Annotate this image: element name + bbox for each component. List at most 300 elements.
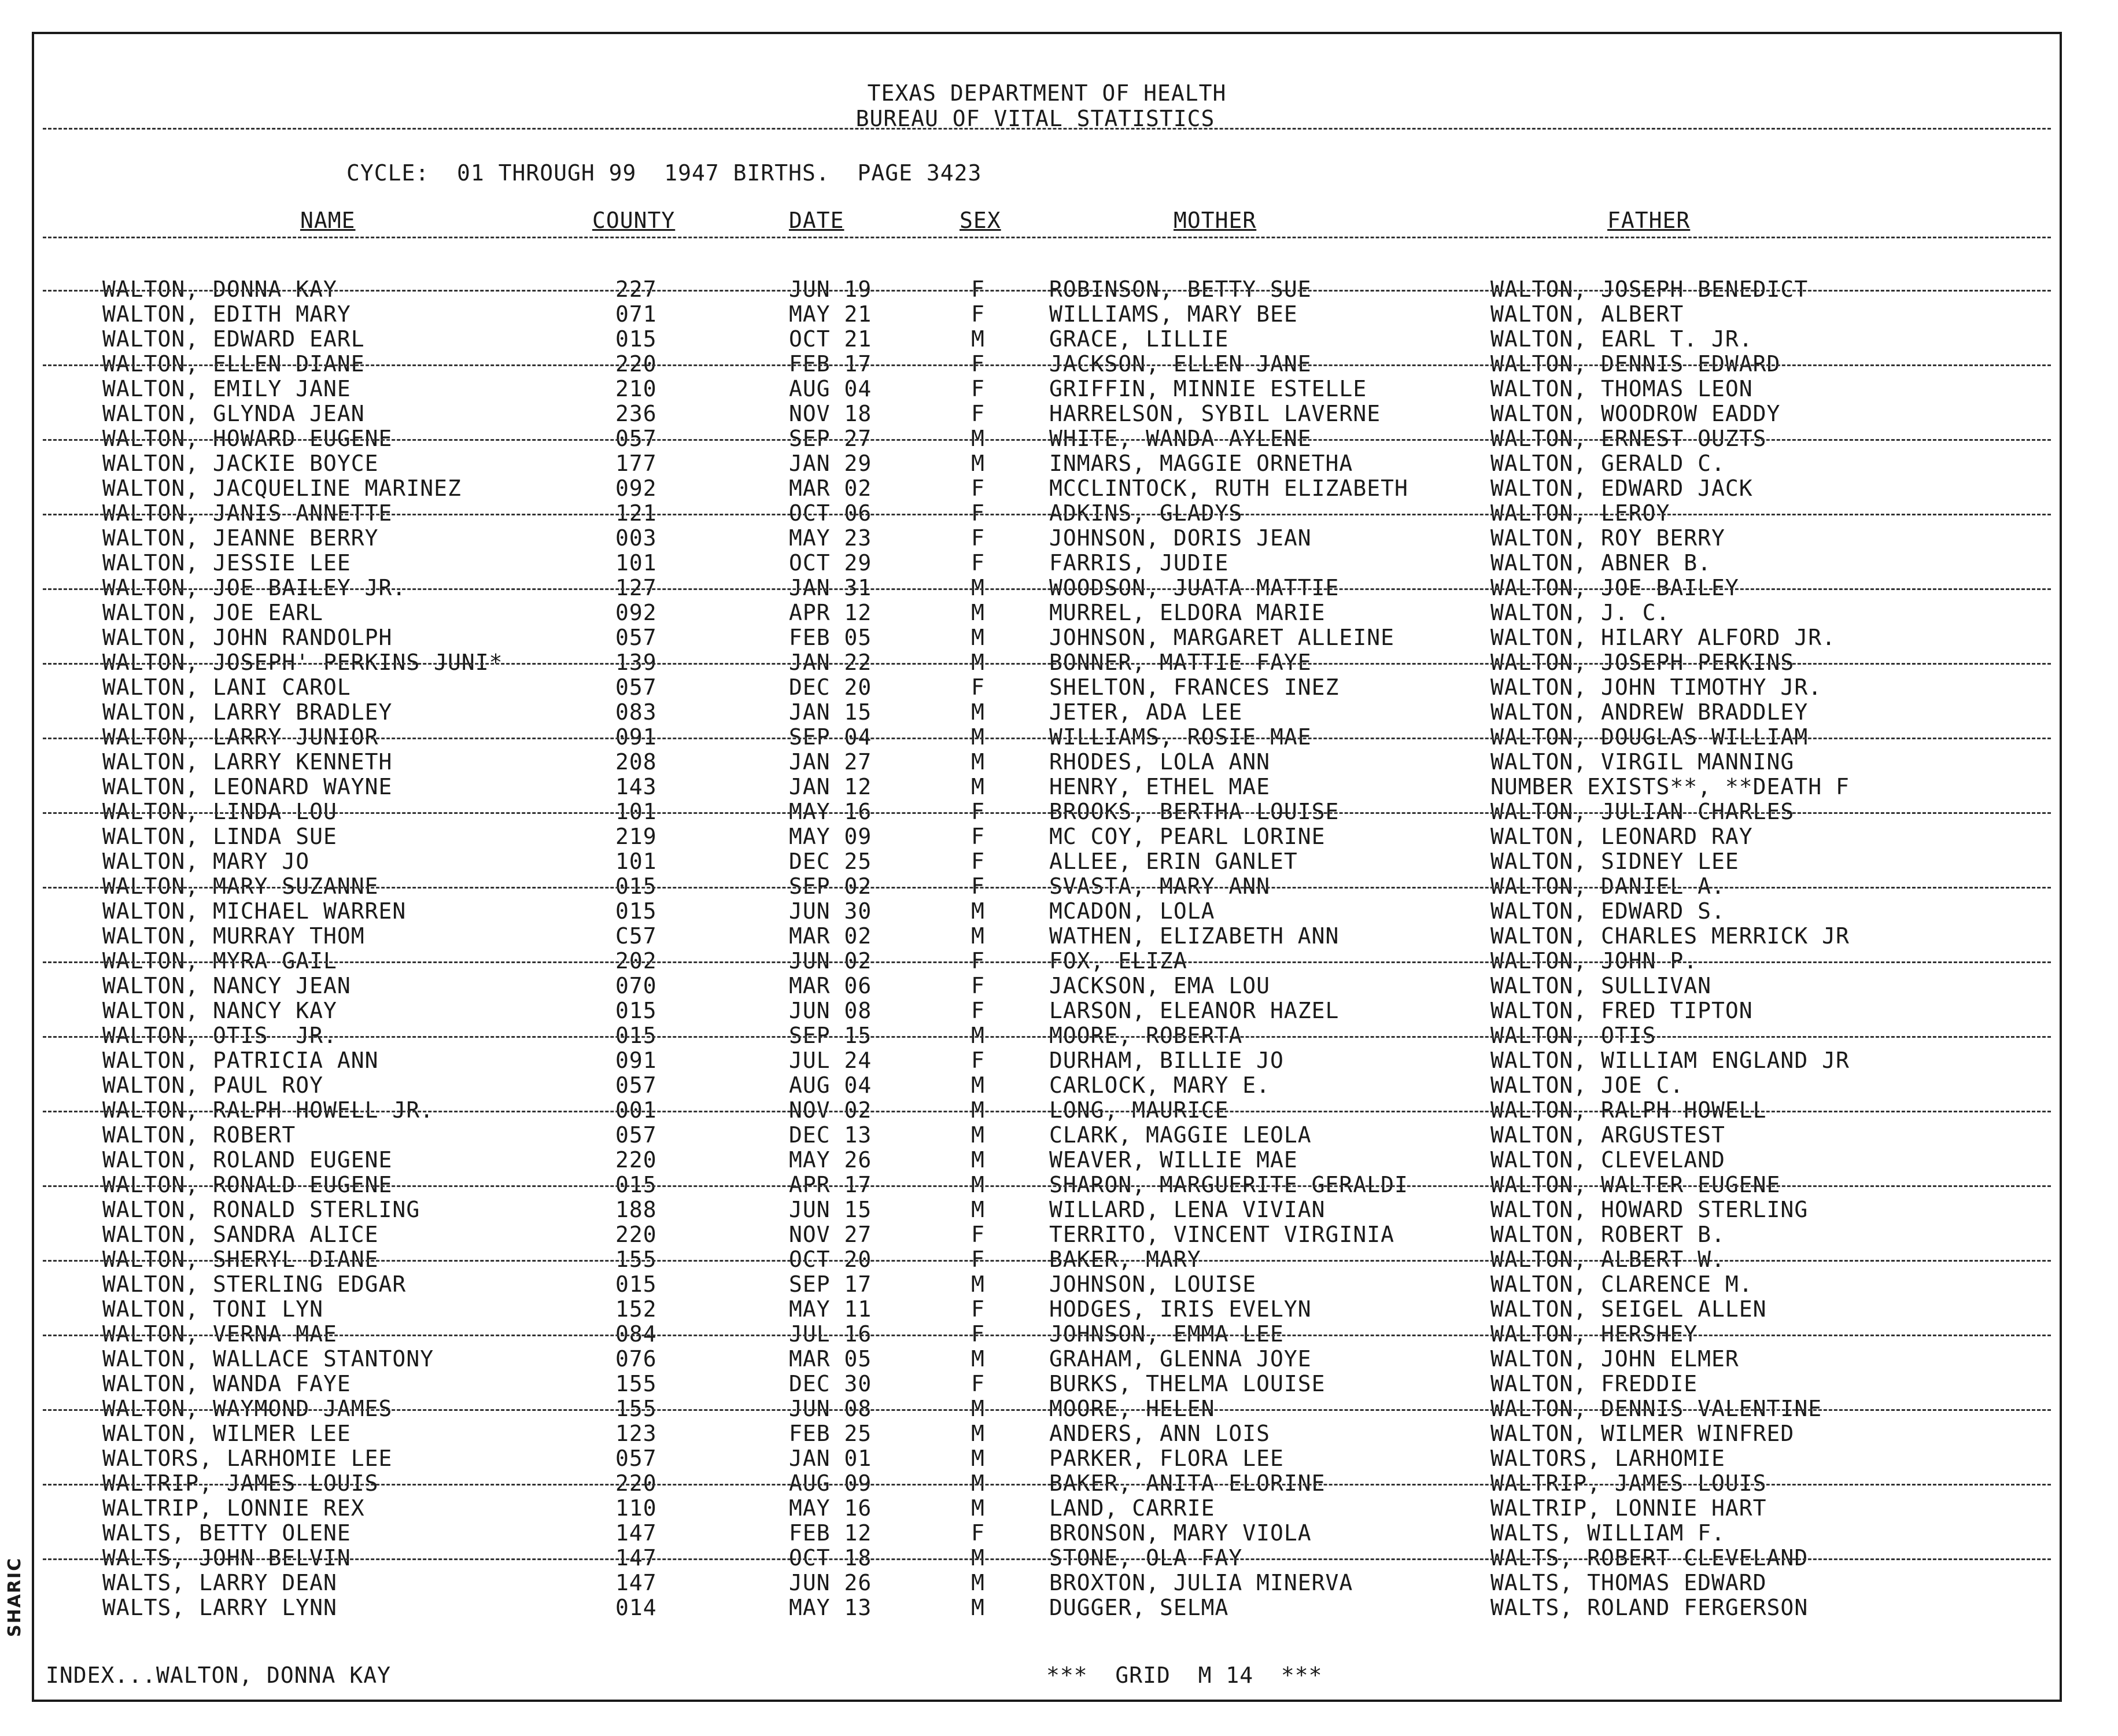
cell-county: 057: [615, 1446, 657, 1471]
table-row: [34, 1595, 2060, 1620]
table-row: [34, 327, 2060, 352]
cell-sex: M: [971, 1122, 985, 1148]
cell-county: 123: [615, 1421, 657, 1446]
cell-county: 208: [615, 749, 657, 775]
cell-county: 057: [615, 426, 657, 451]
cell-father: WALTON, ALBERT W.: [1490, 1247, 1725, 1272]
cell-name: WALTON, SHERYL DIANE: [102, 1247, 379, 1272]
cell-father: NUMBER EXISTS**, **DEATH F: [1490, 774, 1850, 799]
cell-date: MAY 13: [789, 1595, 872, 1620]
cell-father: WALTS, ROBERT CLEVELAND: [1490, 1545, 1809, 1571]
cell-mother: HENRY, ETHEL MAE: [1049, 774, 1271, 799]
cell-sex: F: [971, 301, 985, 327]
cell-sex: M: [971, 600, 985, 625]
table-row: [34, 1222, 2060, 1247]
cell-sex: M: [971, 1097, 985, 1123]
cell-mother: JACKSON, ELLEN JANE: [1049, 351, 1312, 377]
cell-mother: MCADON, LOLA: [1049, 898, 1215, 924]
cell-sex: M: [971, 699, 985, 725]
cell-mother: FOX, ELIZA: [1049, 948, 1187, 974]
cell-mother: BROXTON, JULIA MINERVA: [1049, 1570, 1353, 1595]
cell-name: WALTON, MARY JO: [102, 849, 310, 874]
side-label: SHARIC: [5, 1557, 25, 1637]
cell-sex: M: [971, 426, 985, 451]
header-rule: [43, 128, 2051, 130]
table-row: [34, 700, 2060, 725]
cell-date: FEB 25: [789, 1421, 872, 1446]
table-row: [34, 1347, 2060, 1372]
cell-name: WALTON, RONALD EUGENE: [102, 1172, 393, 1197]
table-row: [34, 501, 2060, 526]
cell-sex: F: [971, 1247, 985, 1272]
cell-mother: MCCLINTOCK, RUTH ELIZABETH: [1049, 476, 1408, 501]
cell-date: MAR 05: [789, 1346, 872, 1372]
cell-date: SEP 17: [789, 1271, 872, 1297]
cell-county: 091: [615, 1048, 657, 1073]
cell-name: WALTON, LARRY KENNETH: [102, 749, 393, 775]
cell-date: JUN 19: [789, 277, 872, 302]
cell-sex: F: [971, 1371, 985, 1396]
cell-date: SEP 02: [789, 873, 872, 899]
table-row: [34, 625, 2060, 650]
table-row: [34, 1247, 2060, 1272]
cell-county: 070: [615, 973, 657, 998]
cell-sex: F: [971, 550, 985, 576]
cell-date: NOV 18: [789, 401, 872, 426]
cell-county: 015: [615, 998, 657, 1023]
cell-sex: F: [971, 675, 985, 700]
cell-father: WALTON, HERSHEY: [1490, 1321, 1698, 1347]
table-row: [34, 576, 2060, 600]
cell-county: 015: [615, 326, 657, 352]
cell-father: WALTON, DANIEL A.: [1490, 873, 1725, 899]
cell-sex: M: [971, 1545, 985, 1571]
cell-mother: TERRITO, VINCENT VIRGINIA: [1049, 1222, 1394, 1247]
cell-date: JUL 16: [789, 1321, 872, 1347]
cell-sex: M: [971, 724, 985, 750]
cell-father: WALTON, LEROY: [1490, 500, 1670, 526]
cell-father: WALTON, ANDREW BRADDLEY: [1490, 699, 1809, 725]
cell-county: 220: [615, 1147, 657, 1173]
cell-name: WALTON, LARRY JUNIOR: [102, 724, 379, 750]
table-row: [34, 1297, 2060, 1322]
cell-date: SEP 27: [789, 426, 872, 451]
cell-county: 001: [615, 1097, 657, 1123]
cell-county: 220: [615, 351, 657, 377]
cell-date: JAN 01: [789, 1446, 872, 1471]
cell-date: APR 12: [789, 600, 872, 625]
cell-mother: ANDERS, ANN LOIS: [1049, 1421, 1271, 1446]
cell-county: 003: [615, 525, 657, 551]
cell-county: 091: [615, 724, 657, 750]
cell-name: WALTON, MURRAY THOM: [102, 923, 365, 949]
cell-mother: WILLARD, LENA VIVIAN: [1049, 1197, 1326, 1222]
cell-sex: M: [971, 749, 985, 775]
cell-date: JUN 02: [789, 948, 872, 974]
cell-county: 227: [615, 277, 657, 302]
cell-date: DEC 13: [789, 1122, 872, 1148]
cell-sex: F: [971, 500, 985, 526]
cell-date: APR 17: [789, 1172, 872, 1197]
cell-mother: STONE, OLA FAY: [1049, 1545, 1243, 1571]
cell-father: WALTON, JOSEPH BENEDICT: [1490, 277, 1809, 302]
cell-date: NOV 02: [789, 1097, 872, 1123]
cell-mother: WILLIAMS, ROSIE MAE: [1049, 724, 1312, 750]
cell-date: JUN 08: [789, 998, 872, 1023]
cell-sex: M: [971, 923, 985, 949]
table-row: [34, 1571, 2060, 1595]
cell-sex: M: [971, 326, 985, 352]
cell-county: 057: [615, 675, 657, 700]
cell-father: WALTORS, LARHOMIE: [1490, 1446, 1725, 1471]
cell-date: JAN 31: [789, 575, 872, 600]
cell-county: 220: [615, 1470, 657, 1496]
cell-sex: F: [971, 351, 985, 377]
cell-father: WALTON, ABNER B.: [1490, 550, 1712, 576]
cell-mother: INMARS, MAGGIE ORNETHA: [1049, 451, 1353, 476]
cell-mother: SHARON, MARGUERITE GERALDI: [1049, 1172, 1408, 1197]
cell-county: 101: [615, 849, 657, 874]
cell-mother: MURREL, ELDORA MARIE: [1049, 600, 1326, 625]
cell-sex: M: [971, 650, 985, 675]
cell-county: 155: [615, 1396, 657, 1421]
cell-date: JUL 24: [789, 1048, 872, 1073]
cell-date: JUN 26: [789, 1570, 872, 1595]
cell-county: 220: [615, 1222, 657, 1247]
birth-index-sheet: [32, 32, 2062, 1702]
cell-name: WALTON, LARRY BRADLEY: [102, 699, 393, 725]
cell-father: WALTON, GERALD C.: [1490, 451, 1725, 476]
cell-mother: JOHNSON, LOUISE: [1049, 1271, 1257, 1297]
cell-sex: M: [971, 1446, 985, 1471]
cell-mother: GRACE, LILLIE: [1049, 326, 1229, 352]
cell-mother: MC COY, PEARL LORINE: [1049, 824, 1326, 849]
cell-sex: F: [971, 476, 985, 501]
cell-date: MAY 09: [789, 824, 872, 849]
cell-mother: BROOKS, BERTHA LOUISE: [1049, 799, 1340, 824]
table-row: [34, 974, 2060, 998]
cell-name: WALTRIP, LONNIE REX: [102, 1495, 365, 1521]
cell-father: WALTON, LEONARD RAY: [1490, 824, 1753, 849]
table-row: [34, 1023, 2060, 1048]
cell-county: 110: [615, 1495, 657, 1521]
cell-county: 076: [615, 1346, 657, 1372]
cell-mother: SVASTA, MARY ANN: [1049, 873, 1271, 899]
column-header-sex: SEX: [960, 208, 1001, 233]
cell-date: MAY 11: [789, 1296, 872, 1322]
cell-date: MAY 26: [789, 1147, 872, 1173]
cell-father: WALTON, HILARY ALFORD JR.: [1490, 625, 1836, 650]
table-row: [34, 1521, 2060, 1546]
cell-name: WALTON, JEANNE BERRY: [102, 525, 379, 551]
column-header-date: DATE: [789, 208, 844, 233]
cell-sex: M: [971, 1346, 985, 1372]
cell-county: 092: [615, 600, 657, 625]
cell-name: WALTON, NANCY JEAN: [102, 973, 351, 998]
header-bureau: BUREAU OF VITAL STATISTICS: [855, 106, 1215, 131]
cell-county: 057: [615, 1072, 657, 1098]
cell-mother: PARKER, FLORA LEE: [1049, 1446, 1284, 1471]
table-row: [34, 849, 2060, 874]
footer-grid: *** GRID M 14 ***: [1046, 1663, 1323, 1688]
cell-county: 101: [615, 550, 657, 576]
cell-father: WALTON, JOHN P.: [1490, 948, 1698, 974]
cell-mother: RHODES, LOLA ANN: [1049, 749, 1271, 775]
cell-date: MAY 23: [789, 525, 872, 551]
cell-father: WALTRIP, JAMES LOUIS: [1490, 1470, 1767, 1496]
cell-name: WALTON, WANDA FAYE: [102, 1371, 351, 1396]
cell-father: WALTON, ROY BERRY: [1490, 525, 1725, 551]
cell-father: WALTON, ROBERT B.: [1490, 1222, 1725, 1247]
cell-mother: WOODSON, JUATA MATTIE: [1049, 575, 1340, 600]
table-row: [34, 750, 2060, 775]
cell-date: MAR 06: [789, 973, 872, 998]
cell-date: FEB 17: [789, 351, 872, 377]
cell-county: 147: [615, 1545, 657, 1571]
cell-name: WALTON, LEONARD WAYNE: [102, 774, 393, 799]
cell-name: WALTS, LARRY LYNN: [102, 1595, 337, 1620]
cell-mother: BRONSON, MARY VIOLA: [1049, 1520, 1312, 1546]
cell-mother: JACKSON, EMA LOU: [1049, 973, 1271, 998]
cell-father: WALTON, CHARLES MERRICK JR: [1490, 923, 1850, 949]
cell-mother: ROBINSON, BETTY SUE: [1049, 277, 1312, 302]
table-row: [34, 1073, 2060, 1098]
cell-county: 015: [615, 1172, 657, 1197]
cell-father: WALTS, WILLIAM F.: [1490, 1520, 1725, 1546]
cell-sex: F: [971, 1321, 985, 1347]
cell-name: WALTON, PAUL ROY: [102, 1072, 324, 1098]
cell-sex: F: [971, 1520, 985, 1546]
cell-father: WALTON, JOHN TIMOTHY JR.: [1490, 675, 1822, 700]
cell-father: WALTON, JOHN ELMER: [1490, 1346, 1739, 1372]
cell-date: JAN 27: [789, 749, 872, 775]
cell-county: 071: [615, 301, 657, 327]
cell-sex: F: [971, 824, 985, 849]
cell-name: WALTON, DONNA KAY: [102, 277, 337, 302]
footer-index: INDEX...WALTON, DONNA KAY: [46, 1663, 391, 1688]
table-row: [34, 775, 2060, 799]
cell-mother: HODGES, IRIS EVELYN: [1049, 1296, 1312, 1322]
cell-name: WALTON, PATRICIA ANN: [102, 1048, 379, 1073]
cell-mother: CLARK, MAGGIE LEOLA: [1049, 1122, 1312, 1148]
cell-sex: M: [971, 1197, 985, 1222]
cell-county: 147: [615, 1520, 657, 1546]
cell-father: WALTON, FREDDIE: [1490, 1371, 1698, 1396]
cell-name: WALTON, WALLACE STANTONY: [102, 1346, 434, 1372]
cell-name: WALTON, HOWARD EUGENE: [102, 426, 393, 451]
table-row: [34, 377, 2060, 401]
cell-father: WALTON, WALTER EUGENE: [1490, 1172, 1781, 1197]
cell-date: JAN 15: [789, 699, 872, 725]
cell-father: WALTON, JOE C.: [1490, 1072, 1684, 1098]
cell-name: WALTON, RALPH HOWELL JR.: [102, 1097, 434, 1123]
table-row: [34, 1048, 2060, 1073]
cell-father: WALTON, JOE BAILEY: [1490, 575, 1739, 600]
table-row: [34, 1123, 2060, 1148]
cell-sex: M: [971, 1072, 985, 1098]
cell-name: WALTON, ROLAND EUGENE: [102, 1147, 393, 1173]
cell-sex: M: [971, 1495, 985, 1521]
cell-mother: MOORE, ROBERTA: [1049, 1023, 1243, 1048]
table-row: [34, 526, 2060, 551]
cell-father: WALTON, CLEVELAND: [1490, 1147, 1725, 1173]
cell-date: OCT 21: [789, 326, 872, 352]
cell-name: WALTON, TONI LYN: [102, 1296, 324, 1322]
cell-name: WALTON, EDWARD EARL: [102, 326, 365, 352]
table-row: [34, 352, 2060, 377]
cell-date: AUG 04: [789, 1072, 872, 1098]
cell-date: JAN 12: [789, 774, 872, 799]
cell-father: WALTRIP, LONNIE HART: [1490, 1495, 1767, 1521]
cell-name: WALTON, SANDRA ALICE: [102, 1222, 379, 1247]
table-row: [34, 277, 2060, 302]
cell-date: OCT 29: [789, 550, 872, 576]
cell-date: SEP 04: [789, 724, 872, 750]
cell-mother: ALLEE, ERIN GANLET: [1049, 849, 1298, 874]
cell-county: 015: [615, 1271, 657, 1297]
table-row: [34, 725, 2060, 750]
cell-mother: ADKINS, GLADYS: [1049, 500, 1243, 526]
cell-father: WALTON, WOODROW EADDY: [1490, 401, 1781, 426]
cell-sex: F: [971, 1048, 985, 1073]
cell-name: WALTON, LANI CAROL: [102, 675, 351, 700]
table-row: [34, 600, 2060, 625]
cell-date: MAR 02: [789, 923, 872, 949]
table-row: [34, 451, 2060, 476]
cell-name: WALTON, WILMER LEE: [102, 1421, 351, 1446]
cell-sex: M: [971, 1396, 985, 1421]
cell-sex: M: [971, 1421, 985, 1446]
header-cycle: CYCLE: 01 THROUGH 99 1947 BIRTHS. PAGE 3423: [346, 160, 982, 186]
cell-father: WALTON, JOSEPH PERKINS: [1490, 650, 1795, 675]
cell-mother: BONNER, MATTIE FAYE: [1049, 650, 1312, 675]
cell-name: WALTON, LINDA SUE: [102, 824, 337, 849]
cell-name: WALTON, MYRA GAIL: [102, 948, 337, 974]
cell-county: 015: [615, 898, 657, 924]
table-row: [34, 949, 2060, 974]
record-list: [34, 277, 2060, 1620]
table-row: [34, 1396, 2060, 1421]
column-header-county: COUNTY: [592, 208, 676, 233]
table-row: [34, 1421, 2060, 1446]
cell-father: WALTON, DENNIS EDWARD: [1490, 351, 1781, 377]
table-row: [34, 401, 2060, 426]
cell-county: 177: [615, 451, 657, 476]
cell-mother: GRAHAM, GLENNA JOYE: [1049, 1346, 1312, 1372]
table-row: [34, 1546, 2060, 1571]
cell-county: 121: [615, 500, 657, 526]
cell-father: WALTON, J. C.: [1490, 600, 1670, 625]
cell-mother: HARRELSON, SYBIL LAVERNE: [1049, 401, 1381, 426]
table-row: [34, 1197, 2060, 1222]
cell-name: WALTON, JOE BAILEY JR.: [102, 575, 407, 600]
table-row: [34, 799, 2060, 824]
cell-name: WALTORS, LARHOMIE LEE: [102, 1446, 393, 1471]
cell-sex: M: [971, 774, 985, 799]
header-department: TEXAS DEPARTMENT OF HEALTH: [867, 80, 1227, 106]
table-row: [34, 1322, 2060, 1347]
table-row: [34, 1471, 2060, 1496]
cell-date: JAN 22: [789, 650, 872, 675]
cell-father: WALTON, EDWARD S.: [1490, 898, 1725, 924]
cell-date: OCT 18: [789, 1545, 872, 1571]
cell-name: WALTON, JOE EARL: [102, 600, 324, 625]
cell-sex: M: [971, 1595, 985, 1620]
cell-date: AUG 09: [789, 1470, 872, 1496]
cell-county: 084: [615, 1321, 657, 1347]
cell-mother: WEAVER, WILLIE MAE: [1049, 1147, 1298, 1173]
cell-date: AUG 04: [789, 376, 872, 401]
cell-father: WALTS, THOMAS EDWARD: [1490, 1570, 1767, 1595]
cell-mother: CARLOCK, MARY E.: [1049, 1072, 1271, 1098]
cell-sex: F: [971, 1222, 985, 1247]
cell-sex: F: [971, 973, 985, 998]
cell-mother: JETER, ADA LEE: [1049, 699, 1243, 725]
cell-county: 092: [615, 476, 657, 501]
cell-sex: F: [971, 401, 985, 426]
cell-sex: F: [971, 1296, 985, 1322]
cell-county: 155: [615, 1247, 657, 1272]
cell-sex: F: [971, 948, 985, 974]
cell-father: WALTON, OTIS: [1490, 1023, 1656, 1048]
cell-date: SEP 15: [789, 1023, 872, 1048]
cell-sex: M: [971, 1147, 985, 1173]
cell-sex: F: [971, 376, 985, 401]
cell-mother: BAKER, MARY: [1049, 1247, 1201, 1272]
cell-date: JUN 08: [789, 1396, 872, 1421]
cell-sex: M: [971, 451, 985, 476]
cell-name: WALTON, ELLEN DIANE: [102, 351, 365, 377]
cell-sex: M: [971, 1271, 985, 1297]
cell-mother: LONG, MAURICE: [1049, 1097, 1229, 1123]
cell-mother: JOHNSON, MARGARET ALLEINE: [1049, 625, 1394, 650]
cell-county: 057: [615, 1122, 657, 1148]
cell-county: 015: [615, 873, 657, 899]
cell-county: 202: [615, 948, 657, 974]
cell-father: WALTON, SEIGEL ALLEN: [1490, 1296, 1767, 1322]
cell-county: 219: [615, 824, 657, 849]
cell-name: WALTON, JANIS ANNETTE: [102, 500, 393, 526]
cell-mother: MOORE, HELEN: [1049, 1396, 1215, 1421]
cell-sex: M: [971, 575, 985, 600]
cell-date: JUN 30: [789, 898, 872, 924]
cell-name: WALTON, JACQUELINE MARINEZ: [102, 476, 462, 501]
cell-date: MAY 21: [789, 301, 872, 327]
cell-father: WALTON, VIRGIL MANNING: [1490, 749, 1795, 775]
cell-date: FEB 05: [789, 625, 872, 650]
table-row: [34, 1173, 2060, 1197]
cell-mother: DUGGER, SELMA: [1049, 1595, 1229, 1620]
cell-county: 139: [615, 650, 657, 675]
cell-name: WALTON, MICHAEL WARREN: [102, 898, 407, 924]
cell-county: 101: [615, 799, 657, 824]
cell-name: WALTON, GLYNDA JEAN: [102, 401, 365, 426]
cell-name: WALTON, JESSIE LEE: [102, 550, 351, 576]
cell-mother: WHITE, WANDA AYLENE: [1049, 426, 1312, 451]
cell-county: 210: [615, 376, 657, 401]
cell-name: WALTON, JOSEPH' PERKINS JUNI*: [102, 650, 503, 675]
column-header-father: FATHER: [1607, 208, 1691, 233]
cell-date: DEC 25: [789, 849, 872, 874]
cell-name: WALTON, ROBERT: [102, 1122, 296, 1148]
cell-mother: SHELTON, FRANCES INEZ: [1049, 675, 1340, 700]
cell-name: WALTON, VERNA MAE: [102, 1321, 337, 1347]
cell-date: MAY 16: [789, 799, 872, 824]
cell-father: WALTON, ALBERT: [1490, 301, 1684, 327]
cell-date: OCT 20: [789, 1247, 872, 1272]
cell-father: WALTON, FRED TIPTON: [1490, 998, 1753, 1023]
cell-name: WALTS, LARRY DEAN: [102, 1570, 337, 1595]
